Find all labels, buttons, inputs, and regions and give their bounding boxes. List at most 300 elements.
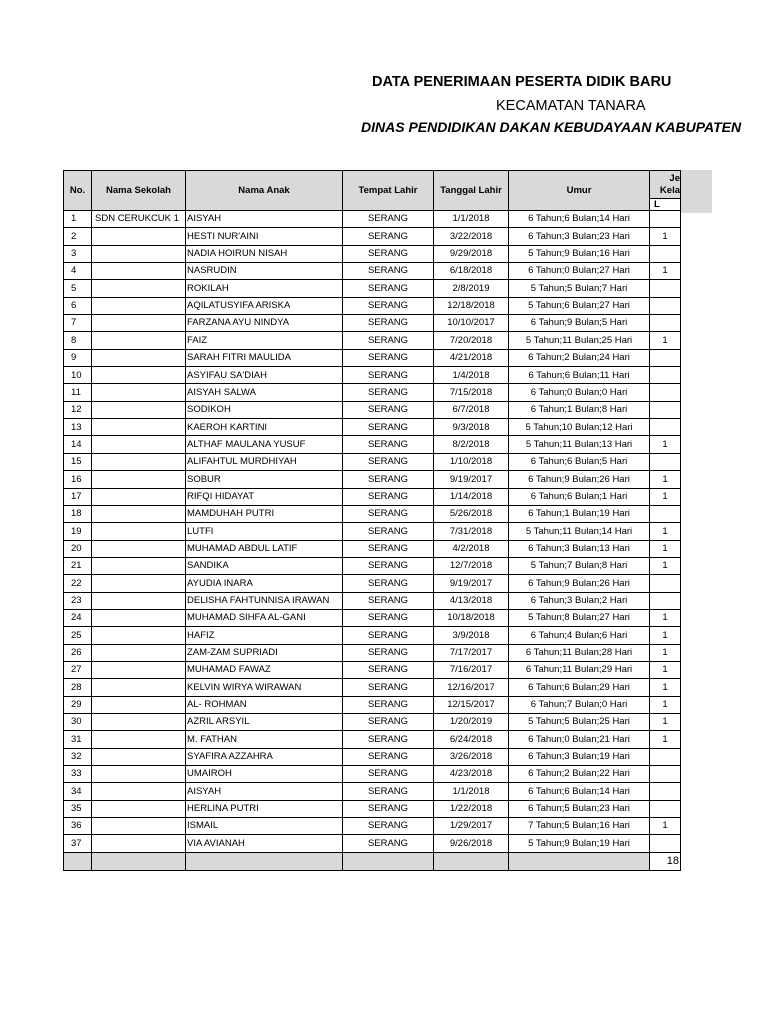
table-row — [64, 835, 681, 852]
total-row — [64, 852, 681, 870]
col-header-jenis-kelamin — [650, 171, 681, 199]
cell-tempat: SERANG — [343, 349, 434, 366]
table-row — [64, 696, 681, 713]
table-row — [64, 280, 681, 297]
cell-l — [650, 315, 681, 332]
cell-tanggal: 12/15/2017 — [434, 696, 509, 713]
cell-nama: ROKILAH — [186, 280, 343, 297]
cell-umur: 6 Tahun;4 Bulan;6 Hari — [509, 627, 650, 644]
cell-sekolah — [92, 766, 186, 783]
cell-tempat: SERANG — [343, 609, 434, 626]
cell-umur: 6 Tahun;3 Bulan;2 Hari — [509, 592, 650, 609]
total-blank-cell — [64, 852, 92, 870]
cell-tanggal: 6/7/2018 — [434, 401, 509, 418]
cell-umur: 5 Tahun;9 Bulan;16 Hari — [509, 245, 650, 262]
cell-l: 1 — [650, 436, 681, 453]
cell-nama: ALIFAHTUL MURDHIYAH — [186, 453, 343, 470]
cell-l — [650, 453, 681, 470]
jk-line2: Kela — [659, 184, 680, 196]
cell-l — [650, 592, 681, 609]
cell-tanggal: 9/26/2018 — [434, 835, 509, 852]
cell-umur: 6 Tahun;9 Bulan;5 Hari — [509, 315, 650, 332]
cell-nama: AL- ROHMAN — [186, 696, 343, 713]
cell-l: 1 — [650, 540, 681, 557]
cell-nama: SANDIKA — [186, 557, 343, 574]
cell-sekolah — [92, 488, 186, 505]
cell-tempat: SERANG — [343, 713, 434, 730]
cell-l — [650, 297, 681, 314]
total-l: 18 — [650, 852, 681, 870]
cell-umur: 5 Tahun;11 Bulan;13 Hari — [509, 436, 650, 453]
cell-tempat: SERANG — [343, 436, 434, 453]
cell-tanggal: 4/2/2018 — [434, 540, 509, 557]
cell-tanggal: 6/18/2018 — [434, 263, 509, 280]
cell-nama: LUTFI — [186, 523, 343, 540]
cell-umur: 5 Tahun;5 Bulan;7 Hari — [509, 280, 650, 297]
cell-nama: ASYIFAU SA'DIAH — [186, 367, 343, 384]
table-row — [64, 523, 681, 540]
table-row — [64, 609, 681, 626]
cell-nama: SARAH FITRI MAULIDA — [186, 349, 343, 366]
col-header-tanggal: Tanggal Lahir — [434, 171, 509, 211]
cell-umur: 5 Tahun;7 Bulan;8 Hari — [509, 557, 650, 574]
cell-tempat: SERANG — [343, 783, 434, 800]
cell-l — [650, 280, 681, 297]
cell-tempat: SERANG — [343, 644, 434, 661]
cell-tanggal: 9/19/2017 — [434, 575, 509, 592]
cell-sekolah — [92, 783, 186, 800]
cell-umur: 5 Tahun;5 Bulan;25 Hari — [509, 713, 650, 730]
cell-nama: AISYAH — [186, 211, 343, 228]
cell-l — [650, 783, 681, 800]
cell-tempat: SERANG — [343, 505, 434, 522]
cell-nama: MUHAMAD FAWAZ — [186, 661, 343, 678]
cell-umur: 6 Tahun;6 Bulan;14 Hari — [509, 211, 650, 228]
cell-nama: DELISHA FAHTUNNISA IRAWAN — [186, 592, 343, 609]
cell-nama: NASRUDIN — [186, 263, 343, 280]
table-row — [64, 471, 681, 488]
cell-sekolah — [92, 679, 186, 696]
table-row — [64, 384, 681, 401]
cell-nama: NADIA HOIRUN NISAH — [186, 245, 343, 262]
cell-umur: 5 Tahun;8 Bulan;27 Hari — [509, 609, 650, 626]
cell-tanggal: 1/10/2018 — [434, 453, 509, 470]
cell-tanggal: 4/21/2018 — [434, 349, 509, 366]
cell-l: 1 — [650, 696, 681, 713]
cell-tempat: SERANG — [343, 245, 434, 262]
cell-tanggal: 7/16/2017 — [434, 661, 509, 678]
cell-sekolah — [92, 280, 186, 297]
table-row — [64, 367, 681, 384]
table-row — [64, 349, 681, 366]
cell-no: 20 — [64, 540, 92, 557]
col-header-umur: Umur — [509, 171, 650, 211]
cell-tanggal: 7/15/2018 — [434, 384, 509, 401]
cell-nama: M. FATHAN — [186, 731, 343, 748]
cell-umur: 6 Tahun;1 Bulan;8 Hari — [509, 401, 650, 418]
cell-tempat: SERANG — [343, 401, 434, 418]
cell-sekolah — [92, 297, 186, 314]
document-subtitle: KECAMATAN TANARA — [496, 98, 646, 114]
cell-umur: 5 Tahun;11 Bulan;25 Hari — [509, 332, 650, 349]
cell-no: 9 — [64, 349, 92, 366]
cell-no: 14 — [64, 436, 92, 453]
cell-sekolah — [92, 696, 186, 713]
cell-no: 19 — [64, 523, 92, 540]
cell-nama: UMAIROH — [186, 766, 343, 783]
cell-l: 1 — [650, 332, 681, 349]
cell-tanggal: 3/9/2018 — [434, 627, 509, 644]
cell-nama: FAIZ — [186, 332, 343, 349]
table-row — [64, 505, 681, 522]
cell-l: 1 — [650, 228, 681, 245]
cell-no: 15 — [64, 453, 92, 470]
cell-umur: 6 Tahun;3 Bulan;23 Hari — [509, 228, 650, 245]
cell-tempat: SERANG — [343, 263, 434, 280]
cell-tempat: SERANG — [343, 661, 434, 678]
cell-sekolah — [92, 540, 186, 557]
cell-umur: 6 Tahun;6 Bulan;5 Hari — [509, 453, 650, 470]
cell-no: 21 — [64, 557, 92, 574]
table-row — [64, 557, 681, 574]
cell-sekolah — [92, 748, 186, 765]
table-row — [64, 436, 681, 453]
cell-umur: 6 Tahun;1 Bulan;19 Hari — [509, 505, 650, 522]
table-row — [64, 592, 681, 609]
cell-nama: SODIKOH — [186, 401, 343, 418]
total-blank-cell — [509, 852, 650, 870]
cell-nama: AISYAH SALWA — [186, 384, 343, 401]
cell-no: 34 — [64, 783, 92, 800]
cell-tempat: SERANG — [343, 280, 434, 297]
cell-umur: 6 Tahun;11 Bulan;28 Hari — [509, 644, 650, 661]
cell-no: 4 — [64, 263, 92, 280]
cell-no: 22 — [64, 575, 92, 592]
cell-tanggal: 1/1/2018 — [434, 211, 509, 228]
cell-tempat: SERANG — [343, 800, 434, 817]
cell-tempat: SERANG — [343, 766, 434, 783]
cell-umur: 6 Tahun;6 Bulan;29 Hari — [509, 679, 650, 696]
total-blank-cell — [92, 852, 186, 870]
cell-umur: 6 Tahun;3 Bulan;13 Hari — [509, 540, 650, 557]
cell-tempat: SERANG — [343, 367, 434, 384]
cell-umur: 6 Tahun;9 Bulan;26 Hari — [509, 471, 650, 488]
cell-l: 1 — [650, 627, 681, 644]
cell-no: 28 — [64, 679, 92, 696]
cell-l: 1 — [650, 488, 681, 505]
cell-umur: 6 Tahun;0 Bulan;0 Hari — [509, 384, 650, 401]
cell-no: 23 — [64, 592, 92, 609]
table-row — [64, 540, 681, 557]
table-row — [64, 766, 681, 783]
cell-no: 36 — [64, 818, 92, 835]
cell-l — [650, 245, 681, 262]
cell-sekolah — [92, 800, 186, 817]
cell-nama: HESTI NUR'AINI — [186, 228, 343, 245]
cell-nama: MUHAMAD ABDUL LATIF — [186, 540, 343, 557]
cell-l: 1 — [650, 644, 681, 661]
cell-sekolah — [92, 349, 186, 366]
cell-tempat: SERANG — [343, 332, 434, 349]
cell-l: 1 — [650, 731, 681, 748]
cell-l: 1 — [650, 263, 681, 280]
cell-no: 6 — [64, 297, 92, 314]
cell-umur: 6 Tahun;5 Bulan;23 Hari — [509, 800, 650, 817]
cell-sekolah — [92, 575, 186, 592]
cell-no: 29 — [64, 696, 92, 713]
cell-sekolah — [92, 245, 186, 262]
cell-l: 1 — [650, 523, 681, 540]
cell-l: 1 — [650, 557, 681, 574]
cell-no: 11 — [64, 384, 92, 401]
cell-tanggal: 2/8/2019 — [434, 280, 509, 297]
cell-no: 12 — [64, 401, 92, 418]
cell-tanggal: 1/20/2019 — [434, 713, 509, 730]
cell-tanggal: 12/7/2018 — [434, 557, 509, 574]
cell-umur: 5 Tahun;6 Bulan;27 Hari — [509, 297, 650, 314]
table-row — [64, 419, 681, 436]
cell-l — [650, 211, 681, 228]
cell-tanggal: 9/29/2018 — [434, 245, 509, 262]
table-row — [64, 800, 681, 817]
cell-l: 1 — [650, 679, 681, 696]
cell-tanggal: 10/18/2018 — [434, 609, 509, 626]
cell-tanggal: 10/10/2017 — [434, 315, 509, 332]
cell-sekolah — [92, 419, 186, 436]
cell-tempat: SERANG — [343, 211, 434, 228]
cell-l — [650, 349, 681, 366]
cell-nama: HAFIZ — [186, 627, 343, 644]
table-row — [64, 332, 681, 349]
total-blank-cell — [434, 852, 509, 870]
document-agency: DINAS PENDIDIKAN DAKAN KEBUDAYAAN KABUPATEN — [361, 119, 742, 135]
cell-nama: ZAM-ZAM SUPRIADI — [186, 644, 343, 661]
header-overflow-fill — [680, 170, 712, 213]
cell-tempat: SERANG — [343, 592, 434, 609]
cell-tanggal: 6/24/2018 — [434, 731, 509, 748]
cell-no: 25 — [64, 627, 92, 644]
cell-umur: 6 Tahun;3 Bulan;19 Hari — [509, 748, 650, 765]
cell-no: 7 — [64, 315, 92, 332]
cell-tempat: SERANG — [343, 731, 434, 748]
cell-tanggal: 12/16/2017 — [434, 679, 509, 696]
cell-tanggal: 1/29/2017 — [434, 818, 509, 835]
cell-no: 1 — [64, 211, 92, 228]
cell-nama: ALTHAF MAULANA YUSUF — [186, 436, 343, 453]
table-row — [64, 228, 681, 245]
cell-sekolah — [92, 661, 186, 678]
cell-umur: 6 Tahun;6 Bulan;14 Hari — [509, 783, 650, 800]
cell-sekolah — [92, 367, 186, 384]
cell-umur: 6 Tahun;2 Bulan;24 Hari — [509, 349, 650, 366]
cell-umur: 6 Tahun;6 Bulan;1 Hari — [509, 488, 650, 505]
cell-nama: MAMDUHAH PUTRI — [186, 505, 343, 522]
cell-tanggal: 3/22/2018 — [434, 228, 509, 245]
table-row — [64, 818, 681, 835]
cell-no: 26 — [64, 644, 92, 661]
cell-no: 37 — [64, 835, 92, 852]
cell-l — [650, 384, 681, 401]
cell-sekolah — [92, 818, 186, 835]
cell-sekolah — [92, 228, 186, 245]
cell-sekolah — [92, 332, 186, 349]
student-table — [63, 170, 681, 871]
total-blank-cell — [343, 852, 434, 870]
cell-umur: 6 Tahun;2 Bulan;22 Hari — [509, 766, 650, 783]
cell-l — [650, 766, 681, 783]
cell-no: 18 — [64, 505, 92, 522]
cell-sekolah — [92, 835, 186, 852]
table-row — [64, 245, 681, 262]
cell-sekolah — [92, 436, 186, 453]
cell-sekolah — [92, 263, 186, 280]
cell-tanggal: 9/19/2017 — [434, 471, 509, 488]
cell-nama: KAEROH KARTINI — [186, 419, 343, 436]
cell-no: 8 — [64, 332, 92, 349]
cell-umur: 5 Tahun;9 Bulan;19 Hari — [509, 835, 650, 852]
cell-tempat: SERANG — [343, 557, 434, 574]
table-row — [64, 627, 681, 644]
cell-no: 27 — [64, 661, 92, 678]
table-row — [64, 297, 681, 314]
cell-no: 17 — [64, 488, 92, 505]
col-header-anak: Nama Anak — [186, 171, 343, 211]
cell-tanggal: 1/4/2018 — [434, 367, 509, 384]
table-row — [64, 315, 681, 332]
cell-tanggal: 7/17/2017 — [434, 644, 509, 661]
col-header-sekolah: Nama Sekolah — [92, 171, 186, 211]
table-row — [64, 401, 681, 418]
table-row — [64, 453, 681, 470]
cell-l: 1 — [650, 661, 681, 678]
cell-umur: 5 Tahun;10 Bulan;12 Hari — [509, 419, 650, 436]
cell-no: 5 — [64, 280, 92, 297]
cell-tanggal: 4/13/2018 — [434, 592, 509, 609]
cell-no: 35 — [64, 800, 92, 817]
cell-nama: FARZANA AYU NINDYA — [186, 315, 343, 332]
cell-umur: 6 Tahun;0 Bulan;27 Hari — [509, 263, 650, 280]
cell-nama: AISYAH — [186, 783, 343, 800]
cell-tempat: SERANG — [343, 228, 434, 245]
cell-tempat: SERANG — [343, 297, 434, 314]
cell-no: 33 — [64, 766, 92, 783]
cell-tempat: SERANG — [343, 384, 434, 401]
cell-sekolah — [92, 384, 186, 401]
cell-sekolah: SDN CERUKCUK 1 — [92, 211, 186, 228]
cell-l: 1 — [650, 713, 681, 730]
cell-umur: 7 Tahun;5 Bulan;16 Hari — [509, 818, 650, 835]
cell-nama: ISMAIL — [186, 818, 343, 835]
cell-l — [650, 401, 681, 418]
document-title: DATA PENERIMAAN PESERTA DIDIK BARU — [372, 74, 672, 90]
cell-nama: SYAFIRA AZZAHRA — [186, 748, 343, 765]
cell-tempat: SERANG — [343, 835, 434, 852]
jk-line1: Je — [669, 172, 680, 184]
cell-l — [650, 748, 681, 765]
cell-no: 3 — [64, 245, 92, 262]
col-header-no: No. — [64, 171, 92, 211]
cell-nama: AYUDIA INARA — [186, 575, 343, 592]
cell-tempat: SERANG — [343, 488, 434, 505]
cell-no: 13 — [64, 419, 92, 436]
cell-umur: 6 Tahun;6 Bulan;11 Hari — [509, 367, 650, 384]
cell-tanggal: 12/18/2018 — [434, 297, 509, 314]
cell-sekolah — [92, 315, 186, 332]
cell-tempat: SERANG — [343, 627, 434, 644]
cell-l: 1 — [650, 818, 681, 835]
cell-tanggal: 1/22/2018 — [434, 800, 509, 817]
table-row — [64, 783, 681, 800]
cell-l: 1 — [650, 609, 681, 626]
cell-tanggal: 3/26/2018 — [434, 748, 509, 765]
cell-tanggal: 7/20/2018 — [434, 332, 509, 349]
cell-umur: 6 Tahun;9 Bulan;26 Hari — [509, 575, 650, 592]
cell-tempat: SERANG — [343, 540, 434, 557]
cell-nama: KELVIN WIRYA WIRAWAN — [186, 679, 343, 696]
cell-sekolah — [92, 627, 186, 644]
cell-tanggal: 5/26/2018 — [434, 505, 509, 522]
cell-sekolah — [92, 592, 186, 609]
cell-sekolah — [92, 713, 186, 730]
total-blank-cell — [186, 852, 343, 870]
cell-l — [650, 575, 681, 592]
cell-nama: HERLINA PUTRI — [186, 800, 343, 817]
cell-sekolah — [92, 505, 186, 522]
cell-l — [650, 367, 681, 384]
cell-umur: 6 Tahun;0 Bulan;21 Hari — [509, 731, 650, 748]
cell-nama: RIFQI HIDAYAT — [186, 488, 343, 505]
cell-tanggal: 1/14/2018 — [434, 488, 509, 505]
cell-no: 24 — [64, 609, 92, 626]
cell-tempat: SERANG — [343, 453, 434, 470]
table-row — [64, 575, 681, 592]
cell-tempat: SERANG — [343, 419, 434, 436]
col-header-l: L — [650, 199, 681, 211]
table-row — [64, 488, 681, 505]
cell-umur: 6 Tahun;11 Bulan;29 Hari — [509, 661, 650, 678]
cell-tempat: SERANG — [343, 523, 434, 540]
cell-nama: SOBUR — [186, 471, 343, 488]
table-row — [64, 644, 681, 661]
table-row — [64, 263, 681, 280]
cell-umur: 6 Tahun;7 Bulan;0 Hari — [509, 696, 650, 713]
table-row — [64, 713, 681, 730]
cell-tempat: SERANG — [343, 818, 434, 835]
cell-sekolah — [92, 401, 186, 418]
cell-no: 16 — [64, 471, 92, 488]
cell-tempat: SERANG — [343, 315, 434, 332]
cell-l — [650, 835, 681, 852]
cell-sekolah — [92, 523, 186, 540]
cell-nama: AQILATUSYIFA ARISKA — [186, 297, 343, 314]
cell-l — [650, 505, 681, 522]
cell-sekolah — [92, 609, 186, 626]
cell-nama: VIA AVIANAH — [186, 835, 343, 852]
cell-sekolah — [92, 644, 186, 661]
cell-no: 2 — [64, 228, 92, 245]
cell-no: 31 — [64, 731, 92, 748]
cell-tempat: SERANG — [343, 696, 434, 713]
cell-no: 10 — [64, 367, 92, 384]
cell-l — [650, 800, 681, 817]
table-row — [64, 748, 681, 765]
cell-tanggal: 9/3/2018 — [434, 419, 509, 436]
cell-tempat: SERANG — [343, 471, 434, 488]
cell-l — [650, 419, 681, 436]
cell-tempat: SERANG — [343, 679, 434, 696]
cell-tempat: SERANG — [343, 748, 434, 765]
cell-tanggal: 7/31/2018 — [434, 523, 509, 540]
